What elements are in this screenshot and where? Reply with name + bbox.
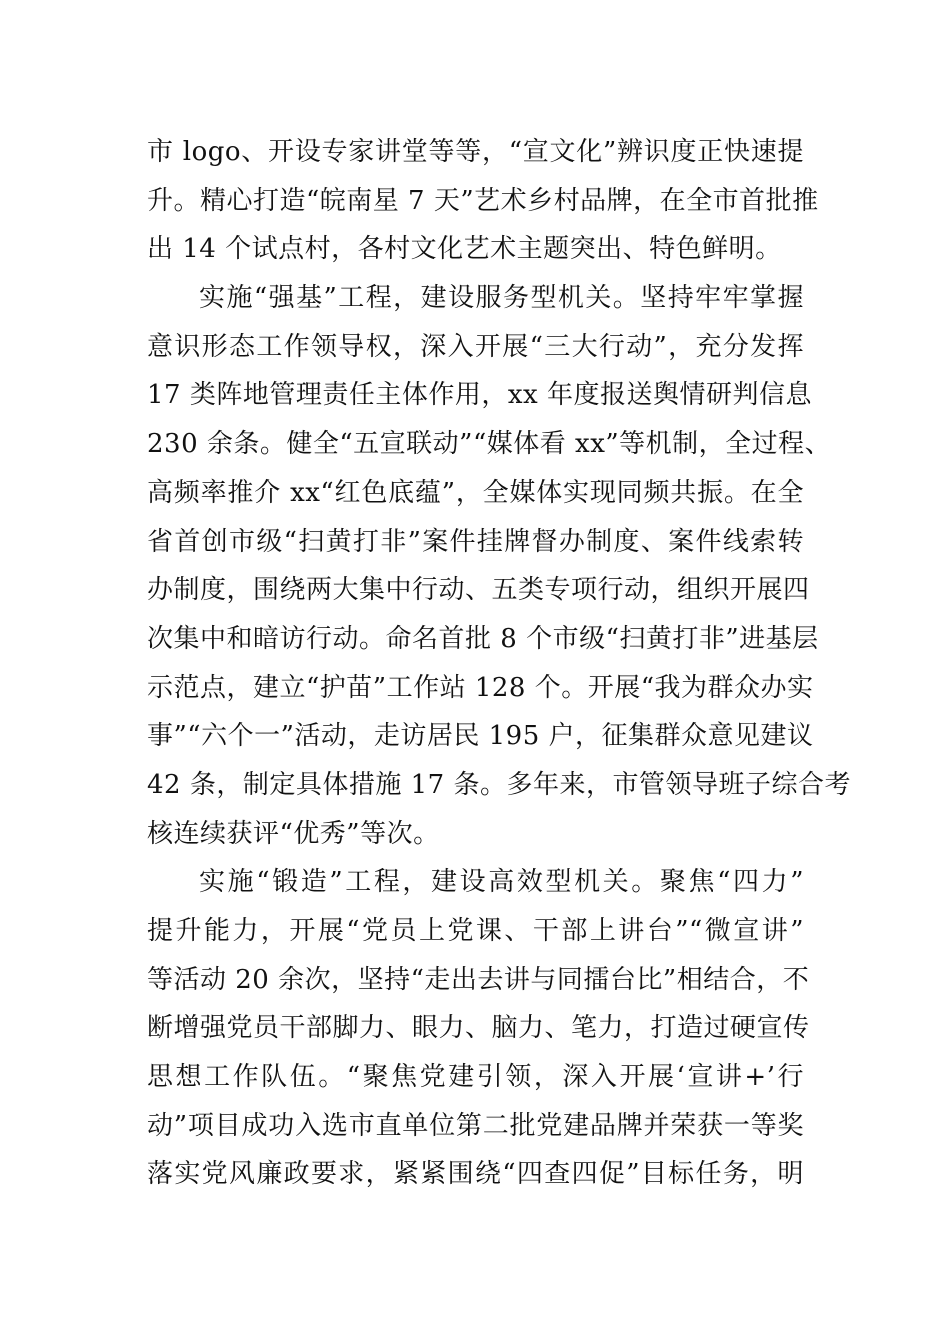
text-line: 市 logo、开设专家讲堂等等，“宣文化”辨识度正快速提 xyxy=(147,137,804,167)
text-line: 落实党风廉政要求，紧紧围绕“四查四促”目标任务，明 xyxy=(147,1159,804,1190)
text-line: 断增强党员干部脚力、眼力、脑力、笔力，打造过硬宣传 xyxy=(147,1013,810,1044)
text-line: 意识形态工作领导权，深入开展“三大行动”，充分发挥 xyxy=(147,331,804,362)
text-line: 230 余条。健全“五宣联动”“媒体看 xx”等机制，全过程、 xyxy=(147,429,832,460)
text-line: 事”“六个一”活动，走访居民 195 户，征集群众意见建议 xyxy=(147,721,814,752)
text-line: 升。精心打造“皖南星 7 天”艺术乡村品牌，在全市首批推 xyxy=(147,185,819,216)
text-line: 等活动 20 余次，坚持“走出去讲与同擂台比”相结合，不 xyxy=(147,964,810,995)
text-line: 高频率推介 xx“红色底蕴”，全媒体实现同频共振。在全 xyxy=(147,477,804,508)
paragraph xyxy=(147,274,851,858)
text-line: 动”项目成功入选市直单位第二批党建品牌并荣获一等奖 xyxy=(147,1110,804,1141)
text-line: 42 条，制定具体措施 17 条。多年来，市管领导班子综合考 xyxy=(147,769,851,800)
text-line: 提升能力，开展“党员上党课、干部上讲台”“微宣讲” xyxy=(147,916,804,946)
document-body xyxy=(147,128,851,1199)
text-line: 17 类阵地管理责任主体作用，xx 年度报送舆情研判信息 xyxy=(147,380,812,411)
text-line: 出 14 个试点村，各村文化艺术主题突出、特色鲜明。 xyxy=(147,234,782,265)
text-line: 省首创市级“扫黄打非”案件挂牌督办制度、案件线索转 xyxy=(147,526,804,557)
text-line: 次集中和暗访行动。命名首批 8 个市级“扫黄打非”进基层 xyxy=(147,623,819,654)
text-line: 思想工作队伍。“聚焦党建引领，深入开展‘宣讲+’行 xyxy=(147,1062,804,1093)
text-line: 实施“锻造”工程，建设高效型机关。聚焦“四力” xyxy=(199,867,804,898)
text-line: 实施“强基”工程，建设服务型机关。坚持牢牢掌握 xyxy=(199,283,804,314)
text-line: 办制度，围绕两大集中行动、五类专项行动，组织开展四 xyxy=(147,575,810,606)
text-line: 核连续获评“优秀”等次。 xyxy=(147,818,440,849)
text-line: 示范点，建立“护苗”工作站 128 个。开展“我为群众办实 xyxy=(147,672,814,703)
paragraph xyxy=(147,128,819,274)
paragraph xyxy=(147,858,810,1199)
